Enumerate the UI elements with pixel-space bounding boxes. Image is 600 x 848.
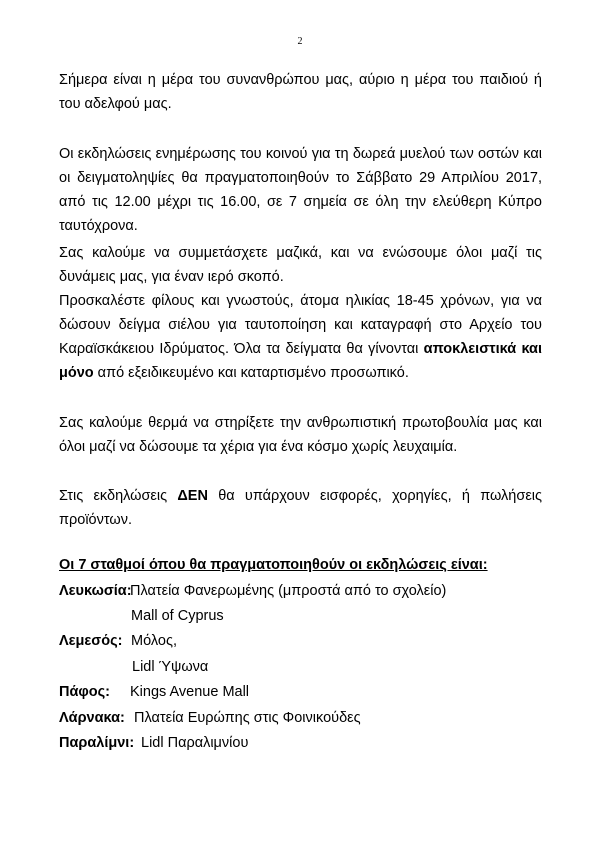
no-fees-text-end: θα υπάρχουν εισφορές, χορηγίες, ή πωλήσεις προϊόντων.: [59, 488, 542, 528]
paragraph-no-fees: [59, 484, 542, 532]
station-larnaka: [59, 708, 125, 728]
station-location: Lidl Παραλιμνίου: [141, 735, 249, 751]
invitation-text-start: Προσκαλέστε φίλους και γνωστούς, άτομα ηλικίας 18-45 χρόνων, για να δώσουν δείγμα σιέλου για ταυτοποίηση και καταγραφή στο Αρχείο του Καραϊσκάκειου Ιδρύματος. Όλα τα δείγματα θα γίνονται: [59, 293, 542, 357]
station-pafos: [59, 682, 110, 702]
no-fees-emphasis: ΔΕΝ: [177, 488, 208, 504]
station-lefkosia: [59, 581, 132, 601]
station-city-label: Πάφος:: [59, 684, 110, 700]
station-city-label: Λάρνακα:: [59, 710, 125, 726]
station-city-label: Λευκωσία:: [59, 583, 132, 599]
invitation-text-end: από εξειδικευμένο και καταρτισμένο προσωπικό.: [93, 365, 409, 381]
station-location: Μόλος,: [131, 633, 177, 649]
no-fees-text-start: Στις εκδηλώσεις: [59, 488, 178, 504]
station-location: Kings Avenue Mall: [130, 684, 250, 700]
paragraph-invitation: [59, 289, 542, 385]
page-number: 2: [297, 36, 303, 47]
station-city-label: Παραλίμνι:: [59, 735, 135, 751]
paragraph-support: Σας καλούμε θερμά να στηρίξετε την ανθρωπιστική πρωτοβουλία μας και όλοι μαζί να δώσουμε τα χέρια για ένα κόσμο χωρίς λευχαιμία.: [59, 415, 542, 455]
stations-heading: Οι 7 σταθμοί όπου θα πραγματοποιηθούν οι εκδηλώσεις είναι:: [59, 557, 488, 573]
invitation-emphasis: αποκλειστικά και μόνο: [59, 341, 542, 381]
station-paralimni: [59, 733, 134, 753]
station-location: Lidl Ύψωνα: [132, 659, 209, 675]
station-city-label: Λεμεσός:: [59, 633, 123, 649]
station-location: Πλατεία Φανερωμένης (μπροστά από το σχολείο): [130, 583, 447, 599]
station-location: Mall of Cyprus: [131, 608, 224, 624]
station-lemesos: [59, 631, 122, 651]
paragraph-call-to-action: Σας καλούμε να συμμετάσχετε μαζικά, και να ενώσουμε όλοι μαζί τις δυνάμεις μας, για έναν ιερό σκοπό.: [59, 245, 542, 285]
paragraph-event-details: Οι εκδηλώσεις ενημέρωσης του κοινού για τη δωρεά μυελού των οστών και οι δειγματοληψίες θα πραγματοποιηθούν το Σάββατο 29 Απριλίου 2017, από τις 12.00 μέχρι τις 16.00, σε 7 σημεία σε όλη την ελεύθερη Κύπρο ταυτόχρονα.: [59, 146, 542, 234]
station-location: Πλατεία Ευρώπης στις Φοινικούδες: [134, 710, 361, 726]
paragraph-intro: Σήμερα είναι η μέρα του συνανθρώπου μας, αύριο η μέρα του παιδιού ή του αδελφού μας.: [59, 72, 542, 112]
